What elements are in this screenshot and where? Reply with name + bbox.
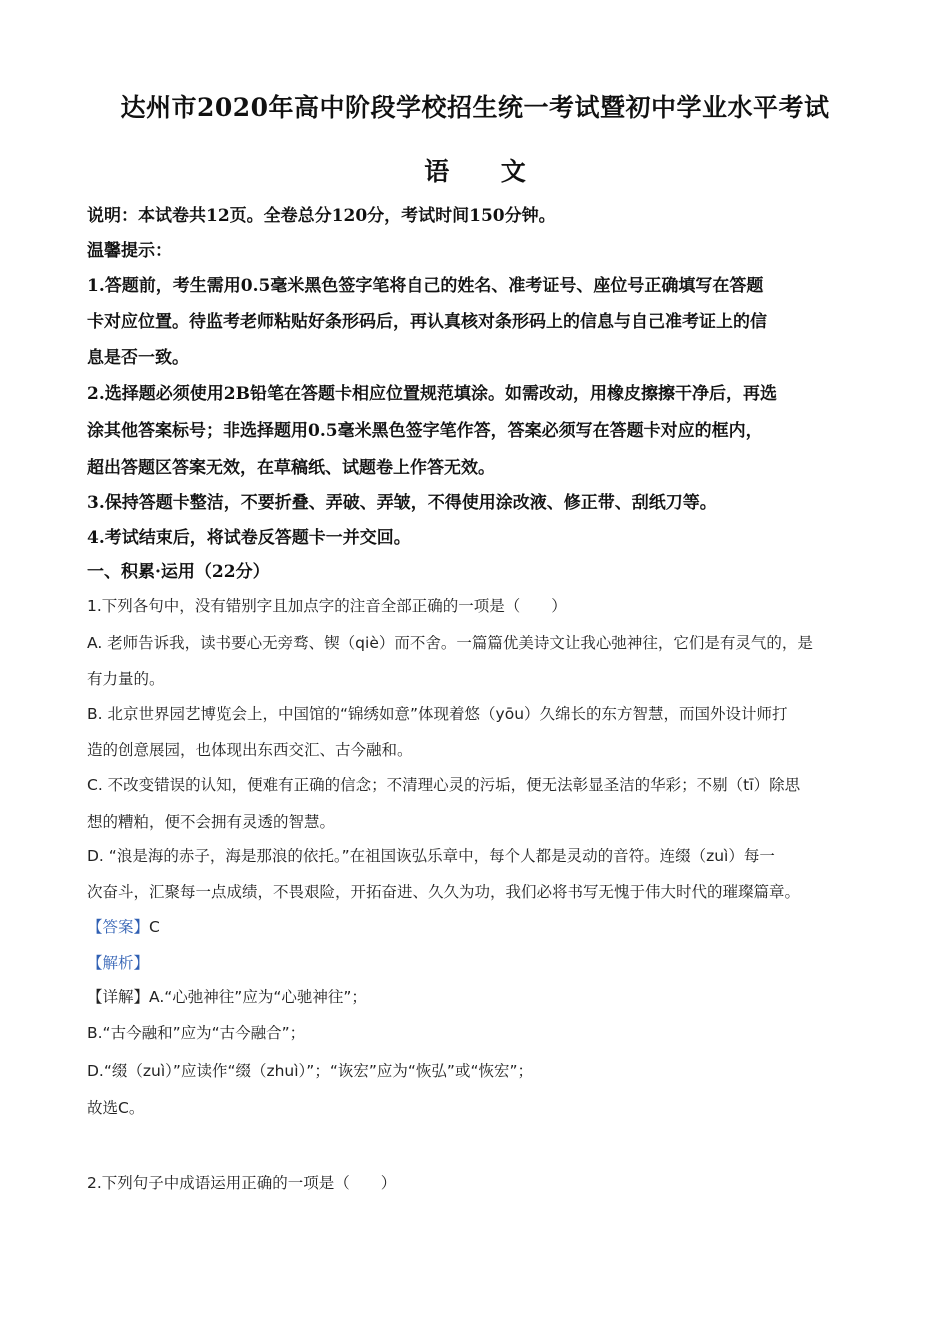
section-1-heading: 一、积累·运用（22分） [87,562,270,582]
tip-1-line-3: 息是否一致。 [87,348,189,368]
question-2-stem: 2.下列句子中成语运用正确的一项是（ ） [87,1174,397,1192]
answer-label: 【答案】 [87,918,150,936]
tip-3: 3.保持答题卡整洁，不要折叠、弄破、弄皱，不得使用涂改液、修正带、刮纸刀等。 [87,493,717,513]
detail-b: B.“古今融和”应为“古今融合”； [87,1024,306,1042]
tip-2-line-2: 涂其他答案标号；非选择题用0.5毫米黑色签字笔作答，答案必须写在答题卡对应的框内， [87,421,763,441]
tip-2-line-3: 超出答题区答案无效，在草稿纸、试题卷上作答无效。 [87,458,495,478]
answer-row [87,916,877,938]
tip-1-line-2: 卡对应位置。待监考老师粘贴好条形码后，再认真核对条形码上的信息与自己准考证上的信 [87,312,767,332]
conclusion: 故选C。 [87,1099,145,1117]
question-1-option-b-line-2: 造的创意展园，也体现出东西交汇、古今融和。 [87,741,413,759]
question-1-option-c-line-2: 想的糟粕，便不会拥有灵透的智慧。 [87,813,336,831]
question-1-option-d-line-2: 次奋斗，汇聚每一点成绩，不畏艰险，开拓奋进、久久为功，我们必将书写无愧于伟大时代的璀璨篇章。 [87,883,801,901]
question-1-option-b-line-1: B. 北京世界园艺博览会上，中国馆的“锦绣如意”体现着悠（yōu）久绵长的东方智慧，而国外设计师打 [87,705,788,723]
detail-label: 【详解】 [87,988,150,1006]
tip-1-line-1: 1.答题前，考生需用0.5毫米黑色签字笔将自己的姓名、准考证号、座位号正确填写在答题 [87,276,764,296]
analysis-label: 【解析】 [87,954,150,972]
tips-label: 温馨提示： [87,241,172,261]
detail-a-row [87,986,877,1008]
detail-a: A.“心弛神往”应为“心驰神往”； [149,988,367,1006]
exam-intro: 说明：本试卷共12页。全卷总分120分，考试时间150分钟。 [87,206,556,226]
subject-char-1: 语 [424,157,450,186]
question-1-option-c-line-1: C. 不改变错误的认知，便难有正确的信念；不清理心灵的污垢，便无法彰显圣洁的华彩；不剔（tī）除思 [87,776,801,794]
exam-title: 达州市2020年高中阶段学校招生统一考试暨初中学业水平考试 [120,93,830,122]
subject-title [0,152,950,188]
tip-2-line-1: 2.选择题必须使用2B铅笔在答题卡相应位置规范填涂。如需改动，用橡皮擦擦干净后，再选 [87,384,777,404]
question-1-option-a-line-1: A. 老师告诉我，读书要心无旁骛、锲（qiè）而不舍。一篇篇优美诗文让我心弛神往，它们是有灵气的，是 [87,634,813,652]
question-1-stem: 1.下列各句中，没有错别字且加点字的注音全部正确的一项是（ ） [87,597,567,615]
subject-char-2: 文 [500,157,526,186]
question-1-option-d-line-1: D. “浪是海的赤子，海是那浪的依托。”在祖国诙弘乐章中，每个人都是灵动的音符。连缀（zuì）每一 [87,847,775,865]
tip-4: 4.考试结束后，将试卷反答题卡一并交回。 [87,528,411,548]
answer-value: C [149,918,160,936]
detail-d: D.“缀（zuì）”应读作“缀（zhuì）”；“诙宏”应为“恢弘”或“恢宏”； [87,1062,534,1080]
question-1-option-a-line-2: 有力量的。 [87,670,165,688]
